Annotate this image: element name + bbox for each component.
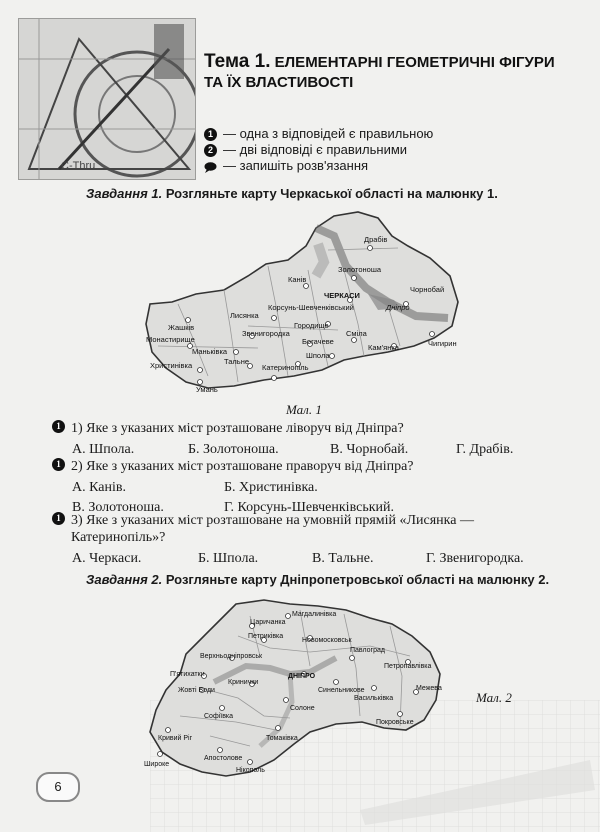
dnipropetrovsk-map [140,596,450,778]
task2-label: Завдання 2. [86,572,163,587]
legend-text: — одна з відповідей є правильною [223,126,434,141]
task1-heading [86,186,498,201]
map-label: Петропавлівка [384,663,432,670]
map-label: Богачеве [302,337,334,346]
task2-text: Розгляньте карту Дніпропетровської області на малюнку 2. [165,572,550,587]
map-label: Монастирище [146,335,195,344]
map-label: ЧЕРКАСИ [324,291,360,300]
map-label: Апостолове [204,755,243,762]
answer-option[interactable]: Г. Корсунь-Шевченківський. [224,500,394,515]
map-label: Дніпро [386,303,410,312]
answer-option[interactable]: А. Шпола. [72,442,135,457]
legend-row-two-answers [204,142,584,158]
map-label: П'ятихатки [170,671,205,678]
map-label: Верхньодніпровськ [200,653,263,660]
circle-one-icon: 1 [204,128,217,141]
circle-one-icon: 1 [52,512,65,525]
map-label: Магдалинівка [292,611,337,618]
map-label: Маньківка [192,347,228,356]
map-label: Царичанка [250,619,286,626]
page-number: 6 [36,772,80,802]
figure2-caption: Мал. 2 [476,690,512,705]
speech-bubble-icon [204,161,217,171]
question-text: 2) Яке з указаних міст розташоване праворуч від Дніпра? [71,459,414,474]
map-label: Васильківка [354,695,394,702]
map-label: Золотоноша [338,265,382,274]
map-label: Межева [416,685,442,692]
cherkasy-map [138,206,468,398]
map-label: Синельникове [318,687,365,694]
answer-option[interactable]: Б. Шпола. [198,551,259,566]
map-label: Драбів [364,235,388,244]
topic-number: Тема 1. [204,51,271,72]
answer-option[interactable]: Г. Драбів. [456,442,514,457]
map-label: Павлоград [350,647,385,654]
logo-text: C-Thru [61,160,96,172]
task1-text: Розгляньте карту Черкаської області на малюнку 1. [165,186,498,201]
topic-title-text: ЕЛЕМЕНТАРНІ ГЕОМЕТРИЧНІ ФІГУРИ ТА ЇХ ВЛАСТИВОСТІ [204,54,555,91]
question-text: 1) Яке з указаних міст розташоване ліворуч від Дніпра? [71,421,404,436]
legend-row-one-answer [204,126,584,142]
task2-heading [86,572,549,587]
map-label: Кринички [228,679,259,686]
circle-two-icon: 2 [204,144,217,157]
legend-text: — запишіть розв'язання [223,158,369,173]
task1-label: Завдання 1. [86,186,163,201]
map-label: Шпола [306,351,330,360]
answer-option[interactable]: В. Золотоноша. [72,500,164,515]
question-3 [52,512,572,567]
map-label: Лисянка [230,311,259,320]
map-label: Новомосковськ [302,637,352,644]
answer-option[interactable]: В. Тальне. [312,551,374,566]
map-label: Широке [144,761,170,768]
map-label: Солоне [290,705,315,712]
map-label: Корсунь-Шевченківський [268,303,354,312]
question-2 [52,458,572,516]
map-label: Тальне [224,357,250,366]
circle-one-icon: 1 [52,458,65,471]
answer-option[interactable]: А. Канів. [72,480,126,495]
map-label: Кривий Ріг [158,735,193,742]
legend-text: — дві відповіді є правильними [223,142,408,157]
topic-logo [18,18,196,180]
circle-one-icon: 1 [52,420,65,433]
map-label: Катеринопіль [262,363,309,372]
question-text: 3) Яке з указаних міст розташоване на умовній прямій «Лисянка — Катеринопіль»? [71,513,474,545]
answer-option[interactable]: Г. Звенигородка. [426,551,524,566]
answer-option[interactable]: Б. Христинівка. [224,480,318,495]
legend-row-write-solution [204,158,584,174]
map-label: Кам'янка [368,343,399,352]
answer-option[interactable]: А. Черкаси. [72,551,142,566]
map-label: Сміла [346,329,367,338]
map-label: Жашків [168,323,195,332]
map-label: Нікополь [236,767,265,774]
map-label: Канів [288,275,307,284]
map-label: Покровське [376,719,414,726]
figure1-caption: Мал. 1 [286,402,322,417]
legend [204,126,584,174]
answer-option[interactable]: Б. Золотоноша. [188,442,279,457]
map-label: Чигирин [428,339,457,348]
map-label: ДНІПРО [288,673,316,680]
map-label: Городище [294,321,329,330]
map-label: Томаківка [266,735,298,742]
question-1 [52,420,572,458]
map-label: Умань [196,385,218,394]
map-label: Звенигородка [242,329,290,338]
map-label: Христинівка [150,361,193,370]
topic-title [204,52,574,93]
map-label: Софіївка [204,713,234,720]
map-label: Жовті Води [178,687,215,694]
map-label: Петриківка [248,633,284,640]
map-label: Чорнобай [410,285,445,294]
answer-option[interactable]: В. Чорнобай. [330,442,409,457]
